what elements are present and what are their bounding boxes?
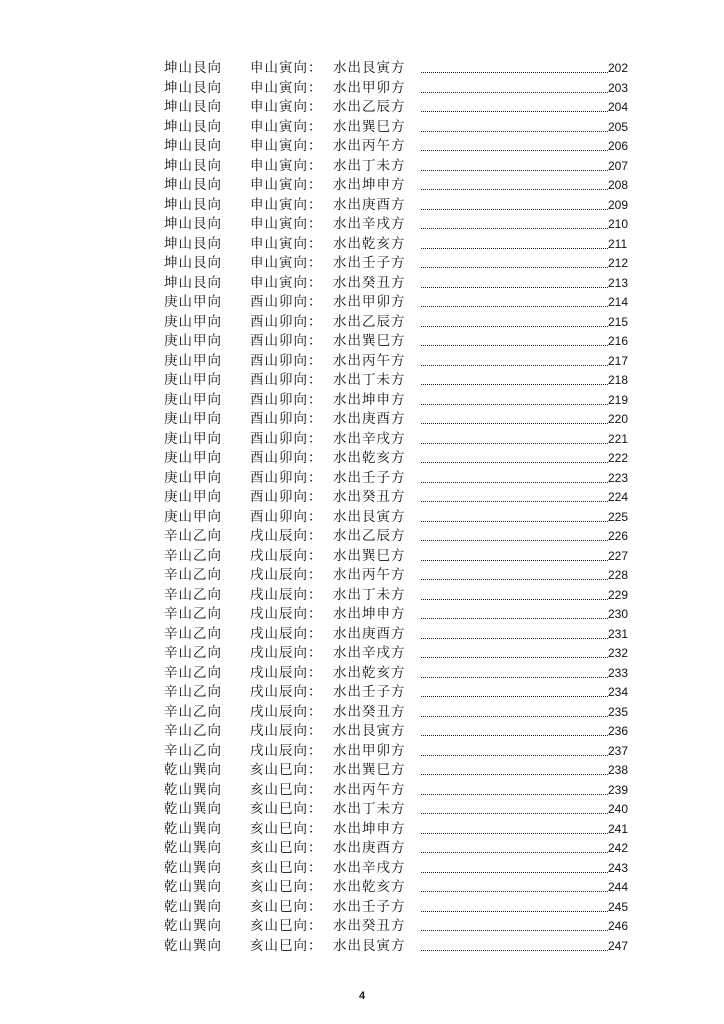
dot-leader xyxy=(421,579,608,580)
toc-entry-water-exit: 水出庚酉方 xyxy=(333,840,406,856)
dot-leader xyxy=(421,560,608,561)
dot-leader xyxy=(421,716,608,717)
toc-entry[interactable] xyxy=(0,254,724,274)
toc-entry-sub-mountain: 申山寅向： xyxy=(250,196,323,213)
toc-entry-mountain: 庚山甲向 xyxy=(164,352,222,369)
toc-entry-mountain: 辛山乙向 xyxy=(164,664,222,681)
toc-entry-sub-mountain: 亥山巳向： xyxy=(250,762,323,778)
dot-leader xyxy=(421,813,608,814)
toc-entry-sub-mountain: 戌山辰向： xyxy=(250,645,323,661)
toc-entry-mountain: 辛山乙向 xyxy=(164,547,222,564)
toc-entry-mountain: 坤山艮向 xyxy=(164,235,222,252)
toc-entry-sub-mountain: 亥山巳向： xyxy=(250,937,323,954)
dot-leader xyxy=(421,150,608,151)
toc-entry-water-exit: 水出壬子方 xyxy=(333,255,406,271)
toc-entry[interactable] xyxy=(0,98,724,118)
toc-entry[interactable] xyxy=(0,566,724,586)
dot-leader xyxy=(421,930,608,931)
toc-entry-water-exit: 水出巽巳方 xyxy=(333,762,406,778)
dot-leader xyxy=(421,111,608,112)
toc-entry[interactable] xyxy=(0,313,724,333)
toc-entry-mountain: 坤山艮向 xyxy=(164,255,222,271)
dot-leader xyxy=(421,462,608,463)
toc-entry-mountain: 乾山巽向 xyxy=(164,820,222,837)
toc-entry-water-exit: 水出艮寅方 xyxy=(333,723,406,739)
toc-entry-water-exit: 水出艮寅方 xyxy=(333,508,406,525)
toc-entry-sub-mountain: 申山寅向： xyxy=(250,118,323,135)
dot-leader xyxy=(421,423,608,424)
dot-leader xyxy=(421,326,608,327)
dot-leader xyxy=(421,365,608,366)
toc-entry-water-exit: 水出甲卯方 xyxy=(333,742,406,759)
toc-entry-sub-mountain: 戌山辰向： xyxy=(250,586,323,603)
toc-entry[interactable] xyxy=(0,352,724,372)
toc-entry[interactable] xyxy=(0,605,724,625)
toc-entry[interactable] xyxy=(0,235,724,255)
dot-leader xyxy=(421,443,608,444)
toc-entry[interactable] xyxy=(0,937,724,957)
toc-entry-water-exit: 水出乾亥方 xyxy=(333,235,406,252)
toc-entry-mountain: 庚山甲向 xyxy=(164,391,222,408)
toc-entry-water-exit: 水出巽巳方 xyxy=(333,333,406,349)
dot-leader xyxy=(421,131,608,132)
toc-entry[interactable] xyxy=(0,449,724,469)
toc-entry[interactable] xyxy=(0,742,724,762)
toc-entry-mountain: 庚山甲向 xyxy=(164,489,222,505)
toc-entry-mountain: 辛山乙向 xyxy=(164,742,222,759)
toc-entry-page: 223 xyxy=(608,470,629,485)
toc-entry[interactable] xyxy=(0,625,724,645)
dot-leader xyxy=(421,794,608,795)
toc-entry-water-exit: 水出丙午方 xyxy=(333,352,406,369)
toc-entry-page: 225 xyxy=(608,509,629,524)
dot-leader xyxy=(421,618,608,619)
toc-entry[interactable] xyxy=(0,508,724,528)
toc-entry[interactable] xyxy=(0,664,724,684)
toc-entry-sub-mountain: 申山寅向： xyxy=(250,255,323,271)
toc-entry-sub-mountain: 申山寅向： xyxy=(250,138,323,154)
toc-entry-water-exit: 水出乙辰方 xyxy=(333,99,406,115)
dot-leader xyxy=(421,72,608,73)
toc-entry[interactable] xyxy=(0,547,724,567)
toc-entry-water-exit: 水出庚酉方 xyxy=(333,196,406,213)
toc-entry-sub-mountain: 酉山卯向： xyxy=(250,411,323,427)
toc-entry[interactable] xyxy=(0,586,724,606)
toc-entry-mountain: 庚山甲向 xyxy=(164,450,222,466)
dot-leader xyxy=(421,774,608,775)
toc-entry-sub-mountain: 亥山巳向： xyxy=(250,918,323,934)
toc-entry-page: 229 xyxy=(608,587,629,602)
toc-entry-sub-mountain: 酉山卯向： xyxy=(250,430,323,447)
dot-leader xyxy=(421,638,608,639)
toc-entry[interactable] xyxy=(0,781,724,801)
toc-entry[interactable] xyxy=(0,683,724,703)
toc-entry-sub-mountain: 申山寅向： xyxy=(250,216,323,232)
toc-entry[interactable] xyxy=(0,644,724,664)
toc-entry-page: 205 xyxy=(608,119,629,134)
toc-entry-mountain: 庚山甲向 xyxy=(164,313,222,330)
toc-entry-page: 228 xyxy=(608,568,629,582)
toc-entry-sub-mountain: 戌山辰向： xyxy=(250,703,323,720)
toc-entry-sub-mountain: 亥山巳向： xyxy=(250,801,323,817)
toc-entry-sub-mountain: 戌山辰向： xyxy=(250,723,323,739)
toc-entry-water-exit: 水出甲卯方 xyxy=(333,294,406,310)
toc-entry-water-exit: 水出丙午方 xyxy=(333,138,406,154)
toc-entry-water-exit: 水出庚酉方 xyxy=(333,625,406,642)
toc-entry-page: 211 xyxy=(608,236,628,251)
toc-entry-page: 210 xyxy=(608,217,629,231)
toc-entry-page: 246 xyxy=(608,919,629,933)
toc-entry-page: 220 xyxy=(608,412,629,426)
toc-entry-page: 209 xyxy=(608,197,629,212)
toc-entry-water-exit: 水出丁未方 xyxy=(333,586,406,603)
toc-entry-mountain: 辛山乙向 xyxy=(164,528,222,544)
toc-entry-mountain: 乾山巽向 xyxy=(164,762,222,778)
toc-entry-water-exit: 水出癸丑方 xyxy=(333,274,406,291)
toc-entry-mountain: 坤山艮向 xyxy=(164,196,222,213)
toc-entry-page: 206 xyxy=(608,139,629,153)
toc-entry[interactable] xyxy=(0,917,724,937)
toc-entry-sub-mountain: 酉山卯向： xyxy=(250,489,323,505)
toc-entry-sub-mountain: 酉山卯向： xyxy=(250,313,323,330)
toc-entry-page: 230 xyxy=(608,607,629,621)
toc-entry-sub-mountain: 戌山辰向： xyxy=(250,684,323,700)
toc-entry[interactable] xyxy=(0,878,724,898)
toc-entry-sub-mountain: 戌山辰向： xyxy=(250,664,323,681)
toc-entry-mountain: 坤山艮向 xyxy=(164,60,222,76)
toc-entry-page: 215 xyxy=(608,314,629,329)
toc-entry-water-exit: 水出甲卯方 xyxy=(333,79,406,96)
dot-leader xyxy=(421,501,608,502)
toc-entry[interactable] xyxy=(0,488,724,508)
toc-entry[interactable] xyxy=(0,391,724,411)
dot-leader xyxy=(421,287,608,288)
toc-entry-water-exit: 水出巽巳方 xyxy=(333,547,406,564)
toc-entry-mountain: 乾山巽向 xyxy=(164,801,222,817)
toc-entry-sub-mountain: 申山寅向： xyxy=(250,79,323,96)
dot-leader xyxy=(421,345,608,346)
toc-entry-water-exit: 水出壬子方 xyxy=(333,898,406,915)
toc-entry-page: 231 xyxy=(608,626,629,641)
toc-entry-page: 204 xyxy=(608,100,629,114)
toc-entry-mountain: 辛山乙向 xyxy=(164,703,222,720)
dot-leader xyxy=(421,677,608,678)
toc-entry[interactable] xyxy=(0,469,724,489)
toc-entry[interactable] xyxy=(0,215,724,235)
dot-leader xyxy=(421,209,608,210)
toc-entry-page: 237 xyxy=(608,743,629,758)
toc-entry-page: 212 xyxy=(608,256,629,270)
toc-entry-sub-mountain: 申山寅向： xyxy=(250,157,323,174)
toc-entry-page: 217 xyxy=(608,353,629,368)
toc-entry-sub-mountain: 申山寅向： xyxy=(250,177,323,193)
toc-entry[interactable] xyxy=(0,839,724,859)
dot-leader xyxy=(421,248,608,249)
toc-entry-mountain: 乾山巽向 xyxy=(164,898,222,915)
dot-leader xyxy=(421,482,608,483)
dot-leader xyxy=(421,599,608,600)
table-of-contents xyxy=(0,59,724,956)
toc-entry-page: 221 xyxy=(608,431,629,446)
toc-entry[interactable] xyxy=(0,800,724,820)
toc-entry-page: 202 xyxy=(608,61,629,75)
toc-entry-sub-mountain: 戌山辰向： xyxy=(250,567,323,583)
toc-entry-mountain: 坤山艮向 xyxy=(164,274,222,291)
toc-entry-mountain: 辛山乙向 xyxy=(164,684,222,700)
toc-entry-water-exit: 水出壬子方 xyxy=(333,469,406,486)
toc-entry-page: 234 xyxy=(608,685,629,699)
toc-entry[interactable] xyxy=(0,196,724,216)
toc-entry-page: 222 xyxy=(608,451,629,465)
toc-entry[interactable] xyxy=(0,527,724,547)
toc-entry-water-exit: 水出坤申方 xyxy=(333,391,406,408)
toc-entry-sub-mountain: 酉山卯向： xyxy=(250,294,323,310)
toc-entry-sub-mountain: 亥山巳向： xyxy=(250,840,323,856)
toc-entry-water-exit: 水出坤申方 xyxy=(333,606,406,622)
toc-entry-page: 239 xyxy=(608,782,629,797)
toc-entry[interactable] xyxy=(0,820,724,840)
toc-entry-page: 247 xyxy=(608,938,629,953)
dot-leader xyxy=(421,189,608,190)
dot-leader xyxy=(421,540,608,541)
toc-entry-page: 203 xyxy=(608,80,629,95)
toc-entry-page: 238 xyxy=(608,763,629,777)
page-number: 4 xyxy=(358,990,366,1002)
dot-leader xyxy=(421,306,608,307)
toc-entry-page: 213 xyxy=(608,275,629,290)
toc-entry-sub-mountain: 亥山巳向： xyxy=(250,898,323,915)
toc-entry-mountain: 坤山艮向 xyxy=(164,118,222,135)
toc-entry-sub-mountain: 亥山巳向： xyxy=(250,820,323,837)
toc-entry-page: 245 xyxy=(608,899,629,914)
toc-entry-water-exit: 水出巽巳方 xyxy=(333,118,406,135)
toc-entry-sub-mountain: 申山寅向： xyxy=(250,99,323,115)
toc-entry[interactable] xyxy=(0,293,724,313)
toc-entry-water-exit: 水出辛戌方 xyxy=(333,216,406,232)
toc-entry[interactable] xyxy=(0,332,724,352)
toc-entry-page: 232 xyxy=(608,646,629,660)
toc-entry[interactable] xyxy=(0,703,724,723)
dot-leader xyxy=(421,404,608,405)
toc-entry-sub-mountain: 亥山巳向： xyxy=(250,859,323,876)
toc-entry-mountain: 乾山巽向 xyxy=(164,918,222,934)
toc-entry-sub-mountain: 申山寅向： xyxy=(250,274,323,291)
toc-entry-water-exit: 水出乙辰方 xyxy=(333,313,406,330)
toc-entry-water-exit: 水出艮寅方 xyxy=(333,937,406,954)
toc-entry[interactable] xyxy=(0,761,724,781)
toc-entry-mountain: 辛山乙向 xyxy=(164,625,222,642)
dot-leader xyxy=(421,696,608,697)
toc-entry-sub-mountain: 酉山卯向： xyxy=(250,508,323,525)
toc-entry-page: 216 xyxy=(608,334,629,348)
toc-entry-page: 241 xyxy=(608,821,629,836)
toc-entry-sub-mountain: 申山寅向： xyxy=(250,60,323,76)
toc-entry-sub-mountain: 酉山卯向： xyxy=(250,391,323,408)
toc-entry-mountain: 庚山甲向 xyxy=(164,294,222,310)
toc-entry[interactable] xyxy=(0,176,724,196)
toc-entry-mountain: 辛山乙向 xyxy=(164,567,222,583)
toc-entry-mountain: 庚山甲向 xyxy=(164,430,222,447)
toc-entry-sub-mountain: 酉山卯向： xyxy=(250,372,323,388)
toc-entry-page: 208 xyxy=(608,178,629,192)
toc-entry-mountain: 坤山艮向 xyxy=(164,99,222,115)
toc-entry-page: 236 xyxy=(608,724,629,738)
toc-entry[interactable] xyxy=(0,898,724,918)
toc-entry-mountain: 庚山甲向 xyxy=(164,469,222,486)
toc-entry-mountain: 坤山艮向 xyxy=(164,138,222,154)
dot-leader xyxy=(421,92,608,93)
toc-entry[interactable] xyxy=(0,157,724,177)
toc-entry-page: 244 xyxy=(608,880,629,894)
toc-entry[interactable] xyxy=(0,137,724,157)
toc-entry[interactable] xyxy=(0,274,724,294)
toc-entry-sub-mountain: 戌山辰向： xyxy=(250,606,323,622)
toc-entry-page: 219 xyxy=(608,392,629,407)
toc-entry-water-exit: 水出艮寅方 xyxy=(333,60,406,76)
toc-entry-sub-mountain: 戌山辰向： xyxy=(250,547,323,564)
toc-entry-sub-mountain: 酉山卯向： xyxy=(250,333,323,349)
toc-entry[interactable] xyxy=(0,59,724,79)
toc-entry-water-exit: 水出辛戌方 xyxy=(333,430,406,447)
toc-entry-water-exit: 水出癸丑方 xyxy=(333,918,406,934)
toc-entry-sub-mountain: 亥山巳向： xyxy=(250,879,323,895)
toc-entry-page: 207 xyxy=(608,158,629,173)
toc-entry-sub-mountain: 亥山巳向： xyxy=(250,781,323,798)
toc-entry-water-exit: 水出坤申方 xyxy=(333,177,406,193)
toc-entry-water-exit: 水出丁未方 xyxy=(333,372,406,388)
dot-leader xyxy=(421,950,608,951)
dot-leader xyxy=(421,170,608,171)
dot-leader xyxy=(421,735,608,736)
toc-entry[interactable] xyxy=(0,410,724,430)
toc-entry-water-exit: 水出乾亥方 xyxy=(333,879,406,895)
toc-entry[interactable] xyxy=(0,859,724,879)
toc-entry-mountain: 乾山巽向 xyxy=(164,781,222,798)
toc-entry-page: 240 xyxy=(608,802,629,816)
toc-entry-sub-mountain: 戌山辰向： xyxy=(250,625,323,642)
toc-entry-mountain: 乾山巽向 xyxy=(164,859,222,876)
toc-entry-water-exit: 水出辛戌方 xyxy=(333,645,406,661)
toc-entry-water-exit: 水出癸丑方 xyxy=(333,703,406,720)
toc-entry-mountain: 庚山甲向 xyxy=(164,411,222,427)
toc-entry-mountain: 坤山艮向 xyxy=(164,216,222,232)
dot-leader xyxy=(421,833,608,834)
toc-entry-water-exit: 水出乾亥方 xyxy=(333,664,406,681)
toc-entry-page: 218 xyxy=(608,373,629,387)
toc-entry-mountain: 庚山甲向 xyxy=(164,372,222,388)
toc-entry-mountain: 庚山甲向 xyxy=(164,333,222,349)
toc-entry-mountain: 庚山甲向 xyxy=(164,508,222,525)
toc-entry-mountain: 乾山巽向 xyxy=(164,840,222,856)
toc-entry-water-exit: 水出丁未方 xyxy=(333,801,406,817)
dot-leader xyxy=(421,872,608,873)
dot-leader xyxy=(421,852,608,853)
dot-leader xyxy=(421,521,608,522)
toc-entry[interactable] xyxy=(0,371,724,391)
toc-entry-page: 243 xyxy=(608,860,629,875)
toc-entry-mountain: 辛山乙向 xyxy=(164,645,222,661)
toc-entry-sub-mountain: 酉山卯向： xyxy=(250,352,323,369)
toc-entry-water-exit: 水出辛戌方 xyxy=(333,859,406,876)
toc-entry-water-exit: 水出丙午方 xyxy=(333,781,406,798)
toc-entry-mountain: 辛山乙向 xyxy=(164,586,222,603)
toc-entry[interactable] xyxy=(0,79,724,99)
toc-entry-mountain: 辛山乙向 xyxy=(164,606,222,622)
toc-entry-water-exit: 水出丙午方 xyxy=(333,567,406,583)
toc-entry-mountain: 坤山艮向 xyxy=(164,157,222,174)
toc-entry-mountain: 坤山艮向 xyxy=(164,79,222,96)
toc-entry-sub-mountain: 酉山卯向： xyxy=(250,450,323,466)
dot-leader xyxy=(421,657,608,658)
toc-entry-water-exit: 水出乙辰方 xyxy=(333,528,406,544)
toc-entry-mountain: 乾山巽向 xyxy=(164,937,222,954)
toc-entry-sub-mountain: 戌山辰向： xyxy=(250,742,323,759)
dot-leader xyxy=(421,228,608,229)
toc-entry-water-exit: 水出坤申方 xyxy=(333,820,406,837)
toc-entry-page: 242 xyxy=(608,841,629,855)
toc-entry[interactable] xyxy=(0,722,724,742)
toc-entry[interactable] xyxy=(0,430,724,450)
toc-entry[interactable] xyxy=(0,118,724,138)
dot-leader xyxy=(421,384,608,385)
toc-entry-page: 227 xyxy=(608,548,629,563)
toc-entry-water-exit: 水出癸丑方 xyxy=(333,489,406,505)
toc-entry-page: 214 xyxy=(608,295,629,309)
toc-entry-water-exit: 水出庚酉方 xyxy=(333,411,406,427)
dot-leader xyxy=(421,891,608,892)
toc-entry-mountain: 辛山乙向 xyxy=(164,723,222,739)
dot-leader xyxy=(421,911,608,912)
dot-leader xyxy=(421,267,608,268)
toc-entry-sub-mountain: 酉山卯向： xyxy=(250,469,323,486)
toc-entry-page: 235 xyxy=(608,704,629,719)
toc-entry-water-exit: 水出壬子方 xyxy=(333,684,406,700)
toc-entry-mountain: 乾山巽向 xyxy=(164,879,222,895)
toc-entry-page: 224 xyxy=(608,490,629,504)
toc-entry-sub-mountain: 戌山辰向： xyxy=(250,528,323,544)
toc-entry-mountain: 坤山艮向 xyxy=(164,177,222,193)
toc-entry-page: 233 xyxy=(608,665,629,680)
toc-entry-sub-mountain: 申山寅向： xyxy=(250,235,323,252)
toc-entry-water-exit: 水出丁未方 xyxy=(333,157,406,174)
toc-entry-page: 226 xyxy=(608,529,629,543)
dot-leader xyxy=(421,755,608,756)
toc-entry-water-exit: 水出乾亥方 xyxy=(333,450,406,466)
